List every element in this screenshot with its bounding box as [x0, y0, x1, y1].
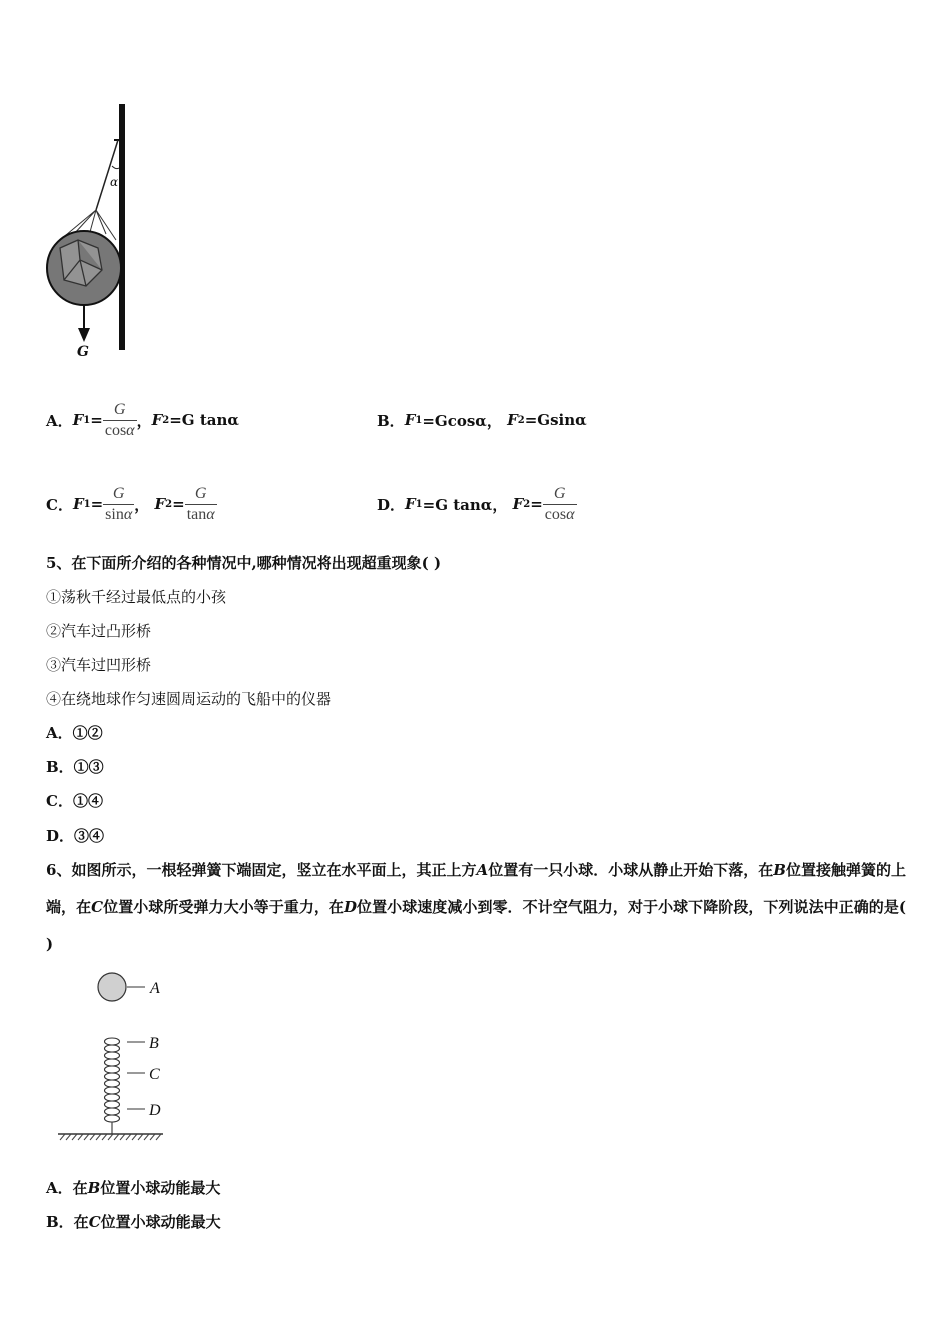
fraction [543, 485, 577, 524]
q5-option-b[interactable]: B．①③ [46, 758, 104, 776]
option-letter: D． [377, 495, 406, 514]
den-fn: cos [104, 421, 127, 439]
numerator: G [113, 400, 126, 418]
angle-label: α [110, 175, 119, 189]
denominator [543, 506, 577, 524]
option-b[interactable] [377, 395, 587, 445]
den-var: α [206, 505, 215, 523]
q5-item: ④在绕地球作匀速圆周运动的飞船中的仪器 [46, 690, 332, 708]
ground-hatch [60, 1134, 161, 1140]
f2-subscript: 2 [162, 414, 170, 426]
f1-subscript: 1 [83, 414, 91, 426]
equals: = [172, 495, 185, 513]
f1-subscript: 1 [415, 498, 423, 510]
f1-symbol: F [72, 411, 84, 429]
option-letter: A． [46, 411, 73, 430]
fraction [185, 485, 217, 524]
spring-figure [55, 968, 175, 1146]
f2-subscript: 2 [165, 498, 173, 510]
q6-option-a[interactable] [46, 1178, 220, 1198]
denominator [185, 506, 217, 524]
f1-symbol: F [404, 411, 416, 429]
option-label: A．在 [46, 1179, 88, 1197]
f2-symbol: F [151, 411, 163, 429]
option-var: B [87, 1179, 101, 1197]
q5-item: ②汽车过凸形桥 [46, 622, 152, 640]
stem-text: 6、如图所示，一根轻弹簧下端固定，竖立在水平面上，其正上方 [46, 861, 477, 879]
numerator: G [112, 484, 125, 502]
f1-subscript: 1 [83, 498, 91, 510]
f2-symbol: F [154, 495, 166, 513]
angle-arc [112, 166, 119, 169]
numerator: G [194, 484, 207, 502]
stem-var: C [91, 898, 104, 916]
option-var: C [88, 1213, 101, 1231]
q6-option-b[interactable] [46, 1212, 221, 1232]
den-fn: cos [544, 505, 567, 523]
ball [98, 973, 126, 1001]
stem-text: 位置小球所受弹力大小等于重力，在 [103, 898, 344, 916]
f2-symbol: F [512, 495, 524, 513]
ball-wall-figure [40, 100, 150, 365]
den-fn: sin [105, 505, 124, 523]
den-fn: tan [186, 505, 207, 523]
f1-expression: =G tanα， [422, 495, 508, 514]
label-d: D [149, 1102, 161, 1119]
q5-item: ①荡秋千经过最低点的小孩 [46, 588, 227, 606]
stem-text: 位置有一只小球．小球从静止开始下落，在 [488, 861, 774, 879]
equals: = [90, 411, 103, 429]
q6-stem [46, 852, 906, 963]
option-letter: C． [46, 495, 73, 514]
label-c: C [149, 1066, 160, 1083]
fraction [103, 401, 137, 440]
q5-stem: 5、在下面所介绍的各种情况中,哪种情况将出现超重现象( ) [46, 554, 442, 572]
q5-option-a[interactable]: A．①② [46, 724, 103, 742]
option-d[interactable] [377, 479, 577, 529]
den-var: α [566, 505, 575, 523]
arrow-head [78, 328, 90, 342]
equals: = [530, 495, 543, 513]
f1-symbol: F [72, 495, 84, 513]
q5-option-c[interactable]: C．①④ [46, 792, 103, 810]
spring-coil [105, 1038, 120, 1134]
label-b: B [149, 1035, 159, 1052]
q5-item: ③汽车过凹形桥 [46, 656, 152, 674]
fraction [103, 485, 134, 524]
f1-expression: =Gcosα， [422, 411, 502, 430]
option-text: 位置小球动能最大 [100, 1179, 221, 1197]
f2-expression: =Gsinα [524, 411, 587, 429]
f1-symbol: F [405, 495, 416, 513]
f2-expression: =G tanα [169, 411, 239, 429]
den-var: α [123, 505, 133, 523]
option-a[interactable] [46, 395, 239, 445]
q5-option-d[interactable]: D．③④ [46, 827, 105, 845]
f2-subscript: 2 [517, 414, 525, 426]
label-a: A [150, 980, 160, 997]
option-label: B．在 [46, 1213, 89, 1231]
stem-var: D [343, 898, 357, 916]
separator: ， [134, 495, 150, 514]
stem-var: A [476, 861, 489, 879]
numerator: G [553, 484, 566, 502]
f1-subscript: 1 [415, 414, 423, 426]
option-letter: B． [377, 411, 405, 430]
stem-text: 位置接触弹簧的上端，在 [46, 861, 906, 916]
den-var: α [126, 421, 135, 439]
separator: ， [136, 411, 152, 430]
stem-var: B [773, 861, 786, 879]
option-c[interactable] [46, 479, 217, 529]
denominator [103, 422, 137, 440]
f2-symbol: F [507, 411, 518, 429]
gravity-label: G [77, 344, 89, 360]
equals: = [90, 495, 104, 513]
option-text: 位置小球动能最大 [100, 1213, 221, 1231]
denominator [103, 506, 134, 524]
stem-text: 位置小球速度减小到零．不计空气阻力，对于小球下降阶段，下列说法中正确的是( ) [46, 898, 906, 953]
f2-subscript: 2 [523, 498, 531, 510]
